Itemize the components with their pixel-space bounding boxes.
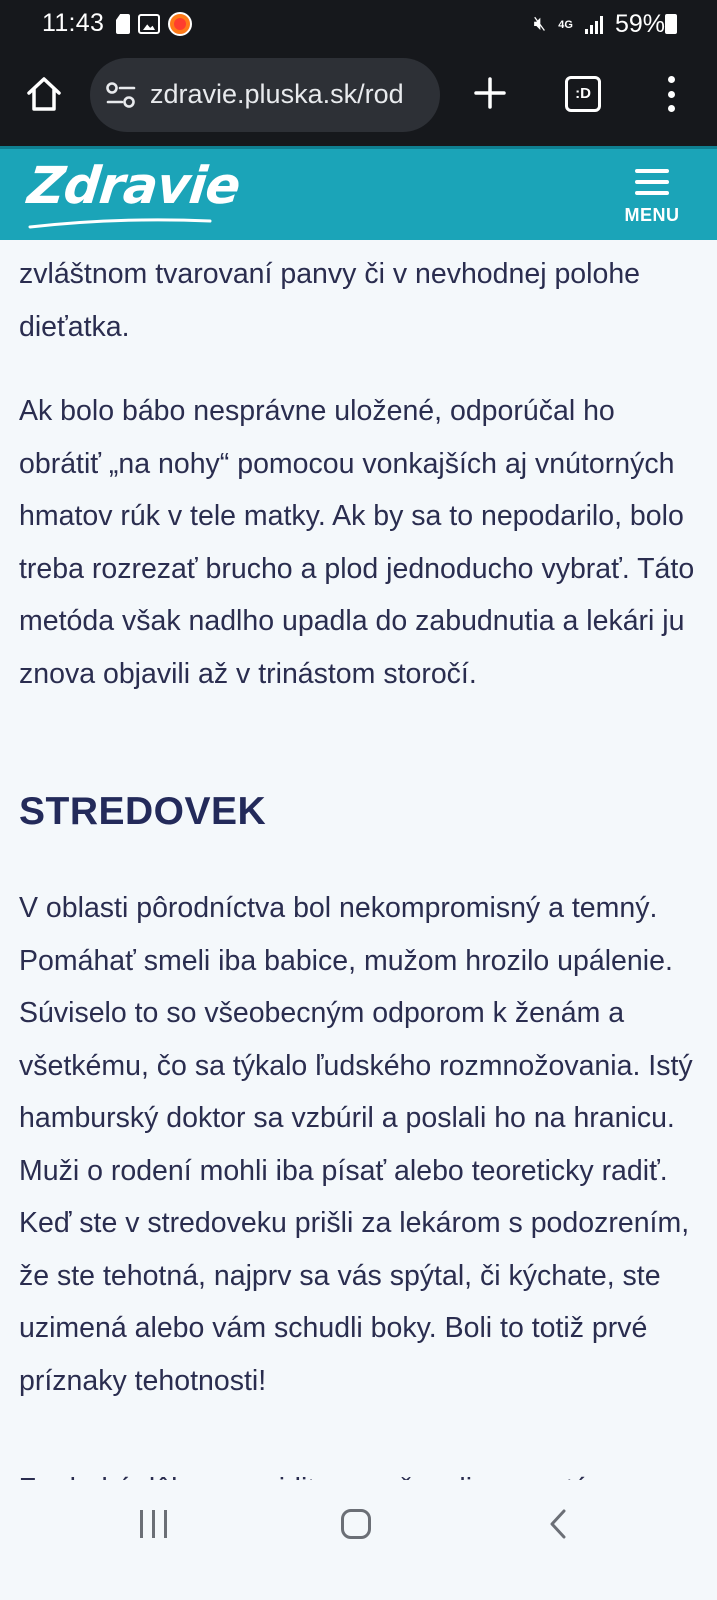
- battery-percent: 59%: [614, 10, 665, 38]
- home-icon: [24, 74, 64, 114]
- site-settings-icon[interactable]: [104, 80, 138, 110]
- home-button[interactable]: [24, 74, 64, 114]
- gallery-icon: [138, 14, 160, 34]
- sim-card-icon: [116, 14, 130, 34]
- back-button[interactable]: [548, 1508, 568, 1540]
- app-notification-icon: [168, 12, 192, 36]
- status-time: 11:43: [42, 9, 105, 37]
- system-icons: [534, 10, 665, 39]
- url-text[interactable]: zdravie.pluska.sk/rod: [150, 79, 404, 109]
- article-body: [0, 240, 717, 1480]
- recents-button[interactable]: [140, 1510, 167, 1538]
- hamburger-icon: [617, 165, 687, 195]
- logo-swoosh-icon: [28, 217, 212, 229]
- home-nav-button[interactable]: [341, 1509, 371, 1539]
- new-tab-button[interactable]: [470, 73, 510, 113]
- more-options-button[interactable]: [661, 74, 681, 114]
- dot-icon: [668, 76, 675, 83]
- dot-icon: [668, 105, 675, 112]
- dot-icon: [668, 91, 675, 98]
- notification-icons: [116, 12, 192, 36]
- menu-button[interactable]: [617, 165, 687, 229]
- section-heading: STREDOVEK: [19, 790, 267, 833]
- signal-icon: [585, 16, 603, 34]
- system-navigation-bar: [0, 1480, 717, 1600]
- article-paragraph: zvláštnom tvarovaní panvy či v nevhodnej polohe dieťatka.: [19, 258, 641, 343]
- menu-label: MENU: [624, 205, 680, 225]
- address-bar[interactable]: [90, 58, 440, 132]
- site-logo[interactable]: Zdravie: [24, 157, 243, 216]
- article-paragraph: Ak bolo bábo nesprávne uložené, odporúčal ho obrátiť „na nohy“ pomocou vonkajších aj vnútorných hmatov rúk v tele matky. Ak by sa to nepodarilo, bolo treba rozrezať brucho a plod jednoducho vybrať. Táto metóda však nadlho upadla do zabudnutia a lekári ju znova objavili až v trinástom storočí.: [19, 395, 695, 690]
- network-type-icon: 4G: [558, 18, 573, 31]
- mute-icon: 🔇︎: [533, 13, 547, 35]
- plus-icon: [470, 73, 510, 113]
- browser-toolbar: [0, 48, 717, 146]
- tab-switcher-button[interactable]: :D: [565, 76, 601, 112]
- battery-icon: [665, 14, 677, 34]
- status-bar: [0, 0, 717, 48]
- article-paragraph: V oblasti pôrodníctva bol nekompromisný a temný. Pomáhať smeli iba babice, mužom hrozilo upálenie. Súviselo to so všeobecným odporom k ženám a všetkému, čo sa týkalo ľudského rozmnožovania. Istý hamburský doktor sa vzbúril a poslali ho na hranicu. Muži o rodení mohli iba písať alebo teoreticky radiť. Keď ste v stredoveku prišli za lekárom s podozrením, že ste tehotná, najprv sa vás spýtal, či kýchate, ste uzimená alebo vám schudli boky. Boli to totiž prvé príznaky tehotnosti!: [19, 892, 693, 1397]
- site-header: [0, 146, 717, 240]
